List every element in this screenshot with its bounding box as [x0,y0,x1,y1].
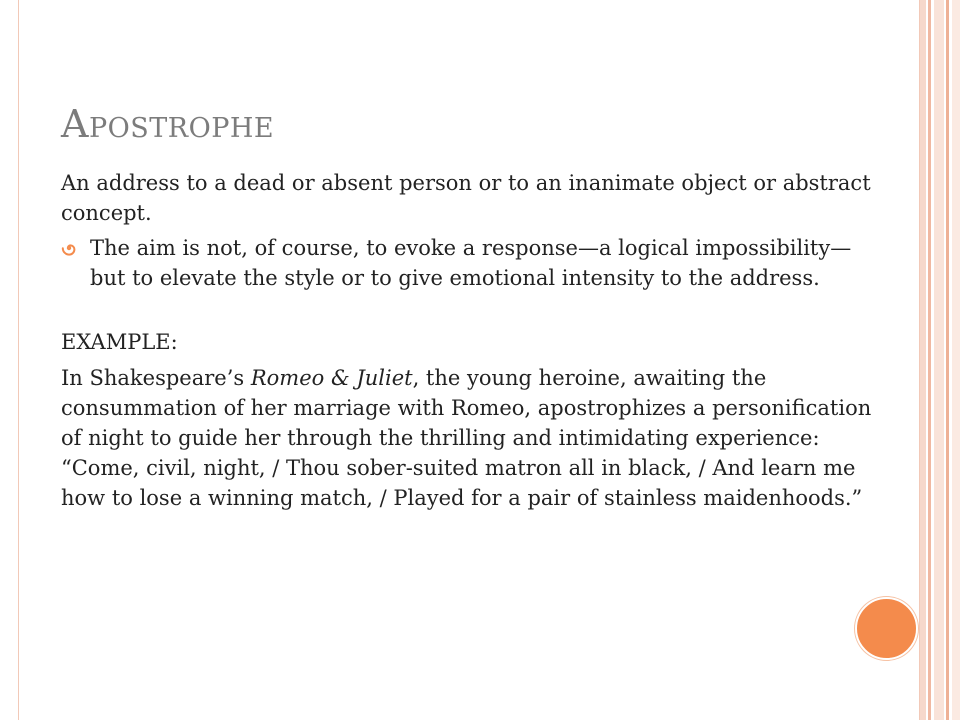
stripe [928,0,931,720]
work-title: Romeo & Juliet [250,366,413,390]
bullet-text: The aim is not, of course, to evoke a response—a logical impossibility—but to elevate the style or to give emotional intensity to the address. [90,236,852,290]
stripe [952,0,960,720]
decorative-stripes [920,0,960,720]
bullet-item [61,233,881,293]
stripe [946,0,949,720]
swirl-bullet-icon [61,240,77,256]
example-text-before: In Shakespeare’s [61,366,251,390]
slide-body [61,168,881,513]
example-paragraph [61,363,881,513]
example-text-after: , the young heroine, awaiting the consummation of her marriage with Romeo, apostrophizes a personification of night to guide her through the thrilling and intimidating experience: “Come, civil, night, / Thou sober-suited matron all in black, / And learn me how to lose a winning match, / Played for a pair of stainless maidenhoods.” [61,366,872,510]
stripe [920,0,926,720]
definition-text: An address to a dead or absent person or to an inanimate object or abstract concept. [61,171,871,225]
slide-title: Apostrophe [61,102,275,146]
stripe [934,0,944,720]
accent-circle [855,597,918,660]
example-label: EXAMPLE: [61,330,178,354]
